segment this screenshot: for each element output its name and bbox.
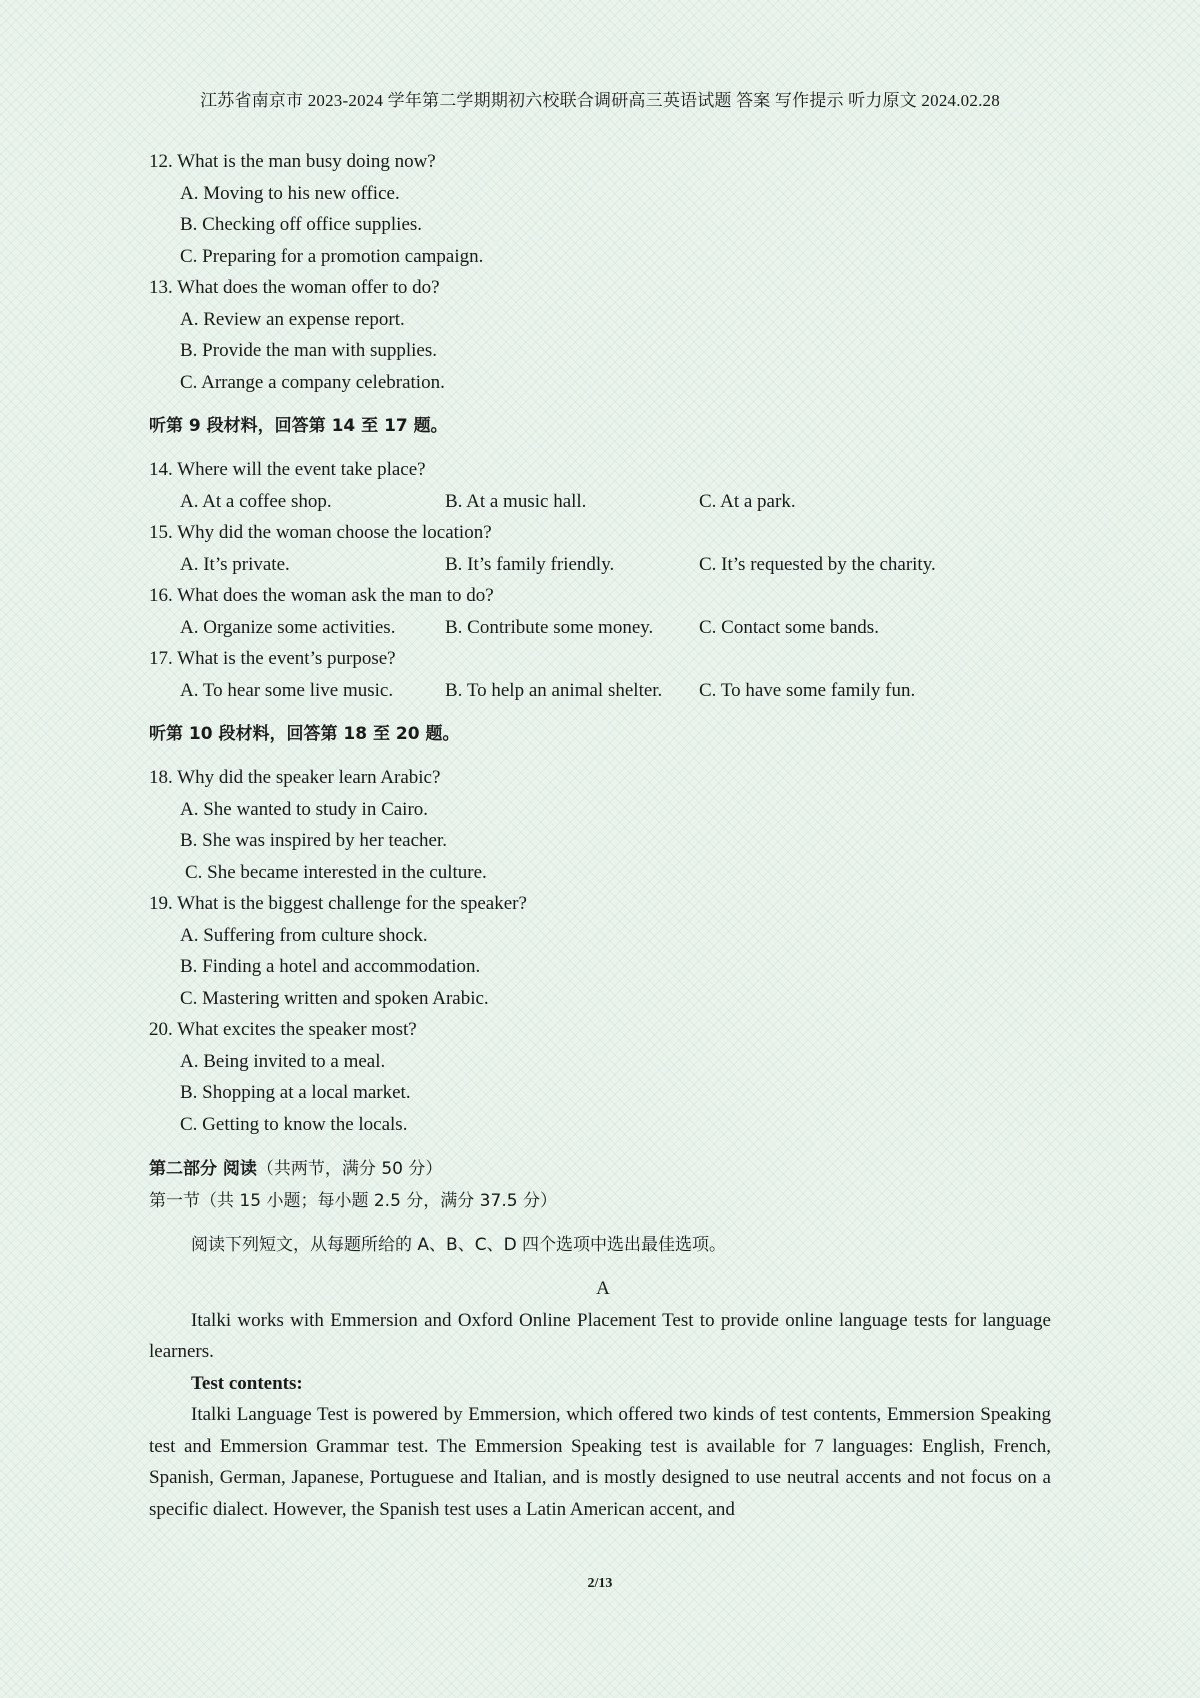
question-stem: 14. Where will the event take place?	[149, 459, 426, 480]
option-b: B. At a music hall.	[445, 490, 587, 512]
question-stem: 18. Why did the speaker learn Arabic?	[149, 767, 441, 788]
option-a: A. Suffering from culture shock.	[180, 924, 428, 946]
question-16	[149, 580, 1051, 643]
question-stem: 20. What excites the speaker most?	[149, 1019, 417, 1040]
question-stem: 15. Why did the woman choose the location?	[149, 522, 492, 543]
passage-paragraph-2: Italki Language Test is powered by Emmersion, which offered two kinds of test contents, Emmersion Speaking test and Emmersion Grammar test. The Emmersion Speaking test is available for 7 languages: English, French, Spanish, German, Japanese, Portuguese and Italian, and is mostly designed to use neutral accents and not focus on a specific dialect. However, the Spanish test uses a Latin American accent, and	[149, 1404, 1051, 1520]
option-c: C. She became interested in the culture.	[185, 861, 487, 883]
option-a: A. Review an expense report.	[180, 308, 405, 330]
option-c: C. Arrange a company celebration.	[180, 371, 445, 393]
instruction-text: 阅读下列短文，从每题所给的 A、B、C、D 四个选项中选出最佳选项。	[191, 1235, 727, 1255]
question-stem: 16. What does the woman ask the man to do?	[149, 585, 494, 606]
page-number: 2/13	[587, 1576, 613, 1591]
page-header: 江苏省南京市 2023-2024 学年第二学期期初六校联合调研高三英语试题 答案 写作提示 听力原文 2024.02.28	[200, 91, 1000, 110]
passage-subheading: Test contents:	[191, 1372, 303, 1394]
option-b: B. Checking off office supplies.	[180, 214, 423, 235]
section-heading-10: 听第 10 段材料，回答第 18 至 20 题。	[149, 724, 460, 744]
option-a: A. She wanted to study in Cairo.	[180, 798, 429, 820]
section-one-detail: （共 15 小题；每小题 2.5 分，满分 37.5 分）	[200, 1190, 557, 1211]
part-two-title: 第二部分 阅读	[149, 1159, 257, 1179]
option-a: A. Being invited to a meal.	[180, 1050, 386, 1072]
question-stem: 19. What is the biggest challenge for the speaker?	[149, 893, 527, 914]
option-b: B. She was inspired by her teacher.	[180, 830, 447, 851]
option-a: A. It’s private.	[180, 553, 290, 575]
option-a: A. Moving to his new office.	[180, 182, 400, 204]
option-b: B. Provide the man with supplies.	[180, 340, 438, 361]
section-heading-9: 听第 9 段材料，回答第 14 至 17 题。	[149, 416, 448, 436]
passage-paragraph-1: Italki works with Emmersion and Oxford Online Placement Test to provide online language tests for language learners.	[149, 1309, 1051, 1362]
option-b: B. To help an animal shelter.	[445, 679, 663, 701]
option-c: C. Contact some bands.	[699, 616, 879, 638]
question-stem: 13. What does the woman offer to do?	[149, 277, 440, 298]
question-13	[149, 272, 1051, 398]
option-a: A. Organize some activities.	[180, 616, 396, 638]
document-body	[149, 146, 1051, 1525]
option-c: C. Preparing for a promotion campaign.	[180, 245, 484, 267]
option-b: B. It’s family friendly.	[445, 553, 615, 575]
question-12	[149, 146, 1051, 272]
option-b: B. Shopping at a local market.	[180, 1082, 411, 1103]
question-15	[149, 517, 1051, 580]
option-c: C. To have some family fun.	[699, 679, 916, 701]
section-one-title: 第一节	[149, 1190, 200, 1211]
option-b: B. Finding a hotel and accommodation.	[180, 956, 481, 977]
passage-label: A	[596, 1278, 610, 1299]
question-19	[149, 888, 1051, 1014]
option-c: C. At a park.	[699, 490, 796, 512]
option-a: A. To hear some live music.	[180, 679, 394, 701]
question-20	[149, 1014, 1051, 1140]
question-stem: 12. What is the man busy doing now?	[149, 151, 436, 172]
option-a: A. At a coffee shop.	[180, 490, 332, 512]
option-b: B. Contribute some money.	[445, 616, 654, 638]
part-two-heading	[149, 1154, 1051, 1186]
option-c: C. Mastering written and spoken Arabic.	[180, 987, 489, 1009]
question-17	[149, 643, 1051, 706]
question-14	[149, 454, 1051, 517]
option-c: C. Getting to know the locals.	[180, 1113, 408, 1135]
section-one-heading	[149, 1186, 1051, 1218]
question-stem: 17. What is the event’s purpose?	[149, 648, 396, 669]
question-18	[149, 762, 1051, 888]
option-c: C. It’s requested by the charity.	[699, 553, 936, 575]
part-two-detail: （共两节，满分 50 分）	[256, 1159, 443, 1179]
